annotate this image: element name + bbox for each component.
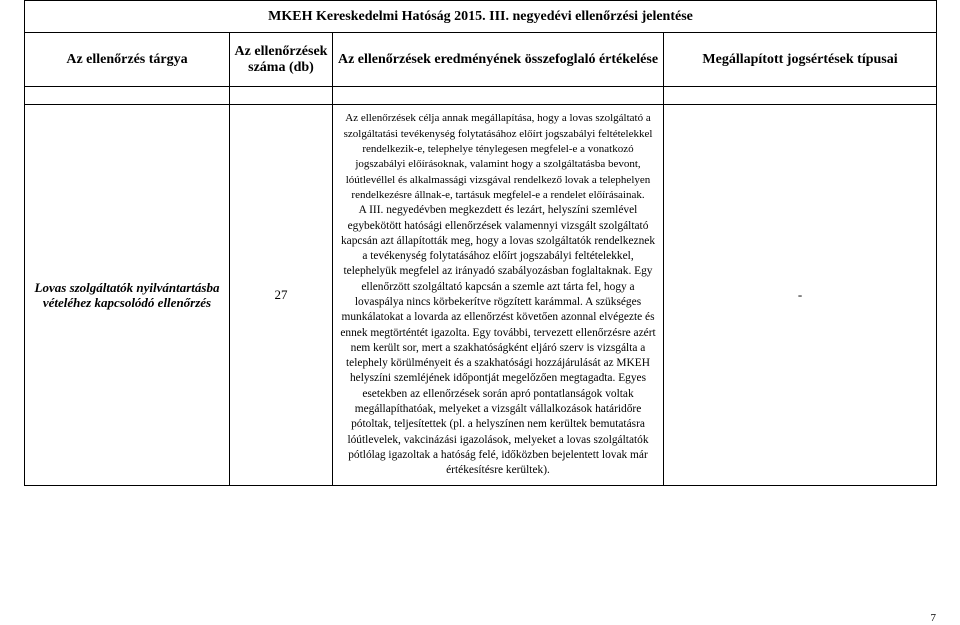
header-count — [230, 33, 333, 87]
spacer-cell — [230, 87, 333, 105]
header-count-line2: száma (db) — [248, 59, 314, 75]
subject-line2: vételéhez kapcsolódó ellenőrzés — [42, 295, 212, 310]
header-count-line1: Az ellenőrzések — [234, 43, 328, 59]
header-violation-types: Megállapított jogsértések típusai — [664, 33, 937, 87]
spacer-cell — [25, 87, 230, 105]
spacer-cell — [664, 87, 937, 105]
count-cell: 27 — [230, 105, 333, 486]
header-subject: Az ellenőrzés tárgya — [25, 33, 230, 87]
table-row — [25, 105, 937, 486]
report-table — [24, 0, 937, 486]
spacer-row — [25, 87, 937, 105]
subject-line1: Lovas szolgáltatók nyilvántartásba — [34, 280, 220, 295]
page-number: 7 — [930, 612, 936, 624]
header-evaluation: Az ellenőrzések eredményének összefoglaló értékelése — [333, 33, 664, 87]
spacer-cell — [333, 87, 664, 105]
header-row — [25, 33, 937, 87]
subject-cell — [25, 105, 230, 486]
evaluation-paragraph-1: Az ellenőrzések célja annak megállapítása, hogy a lovas szolgáltató a szolgáltatási tevékenység folytatásához előírt jogszabályi feltételekkel rendelkezik-e, telephelye ténylegesen megfelel-e a vonatkozó jogszabályi előírásoknak, valamint hogy a szolgáltatásba bevont, lóútlevéllel és alkalmassági vizsgával rendelkező lovak a telephelyen rendelkezésre állnak-e, tartásuk megfelel-e a rendelet előírásainak. — [343, 112, 653, 201]
document-title: MKEH Kereskedelmi Hatóság 2015. III. negyedévi ellenőrzési jelentése — [25, 1, 937, 33]
violation-types-cell: - — [664, 105, 937, 486]
title-row — [25, 1, 937, 33]
evaluation-paragraph-2: A III. negyedévben megkezdett és lezárt, helyszíni szemlével egybekötött hatósági ellenőrzések valamennyi vizsgált szolgáltató kapcsán azt állapították meg, hogy a lovas szolgáltatók rendelkeznek a tevékenység folytatásához előírt jogszabályi feltételekkel, telephelyük megfelel az irányadó szabályozásban foglaltaknak. Egy ellenőrzött szolgáltató kapcsán a szemle azt tárta fel, hogy a lovaspálya nincs körbekerítve rögzített karámmal. A szükséges munkálatokat a lovarda az ellenőrzést követően azonnal elvégezte és ennek megtörténtét igazolta. Egy további, tervezett ellenőrzésre azért nem került sor, mert a szakhatóságként eljáró szerv is vizsgálta a telephely körülményeit és a szakhatósági hozzájárulását az MKEH helyszíni szemléjének időpontját megelőzően megtagadta. Egyes esetekben az ellenőrzések során apró pontatlanságok voltak megállapíthatóak, melyeket a vizsgált vállalkozások határidőre pótoltak, teljesítettek (pl. a helyszínen nem kerültek bemutatásra lóútlevelek, vakcinázási igazolások, melyeket a lovas szolgáltatók pótlólag igazoltak a hatóság felé, időközben bejelentett lovak már értékesítésre kerültek). — [340, 204, 656, 477]
evaluation-cell — [333, 105, 664, 486]
